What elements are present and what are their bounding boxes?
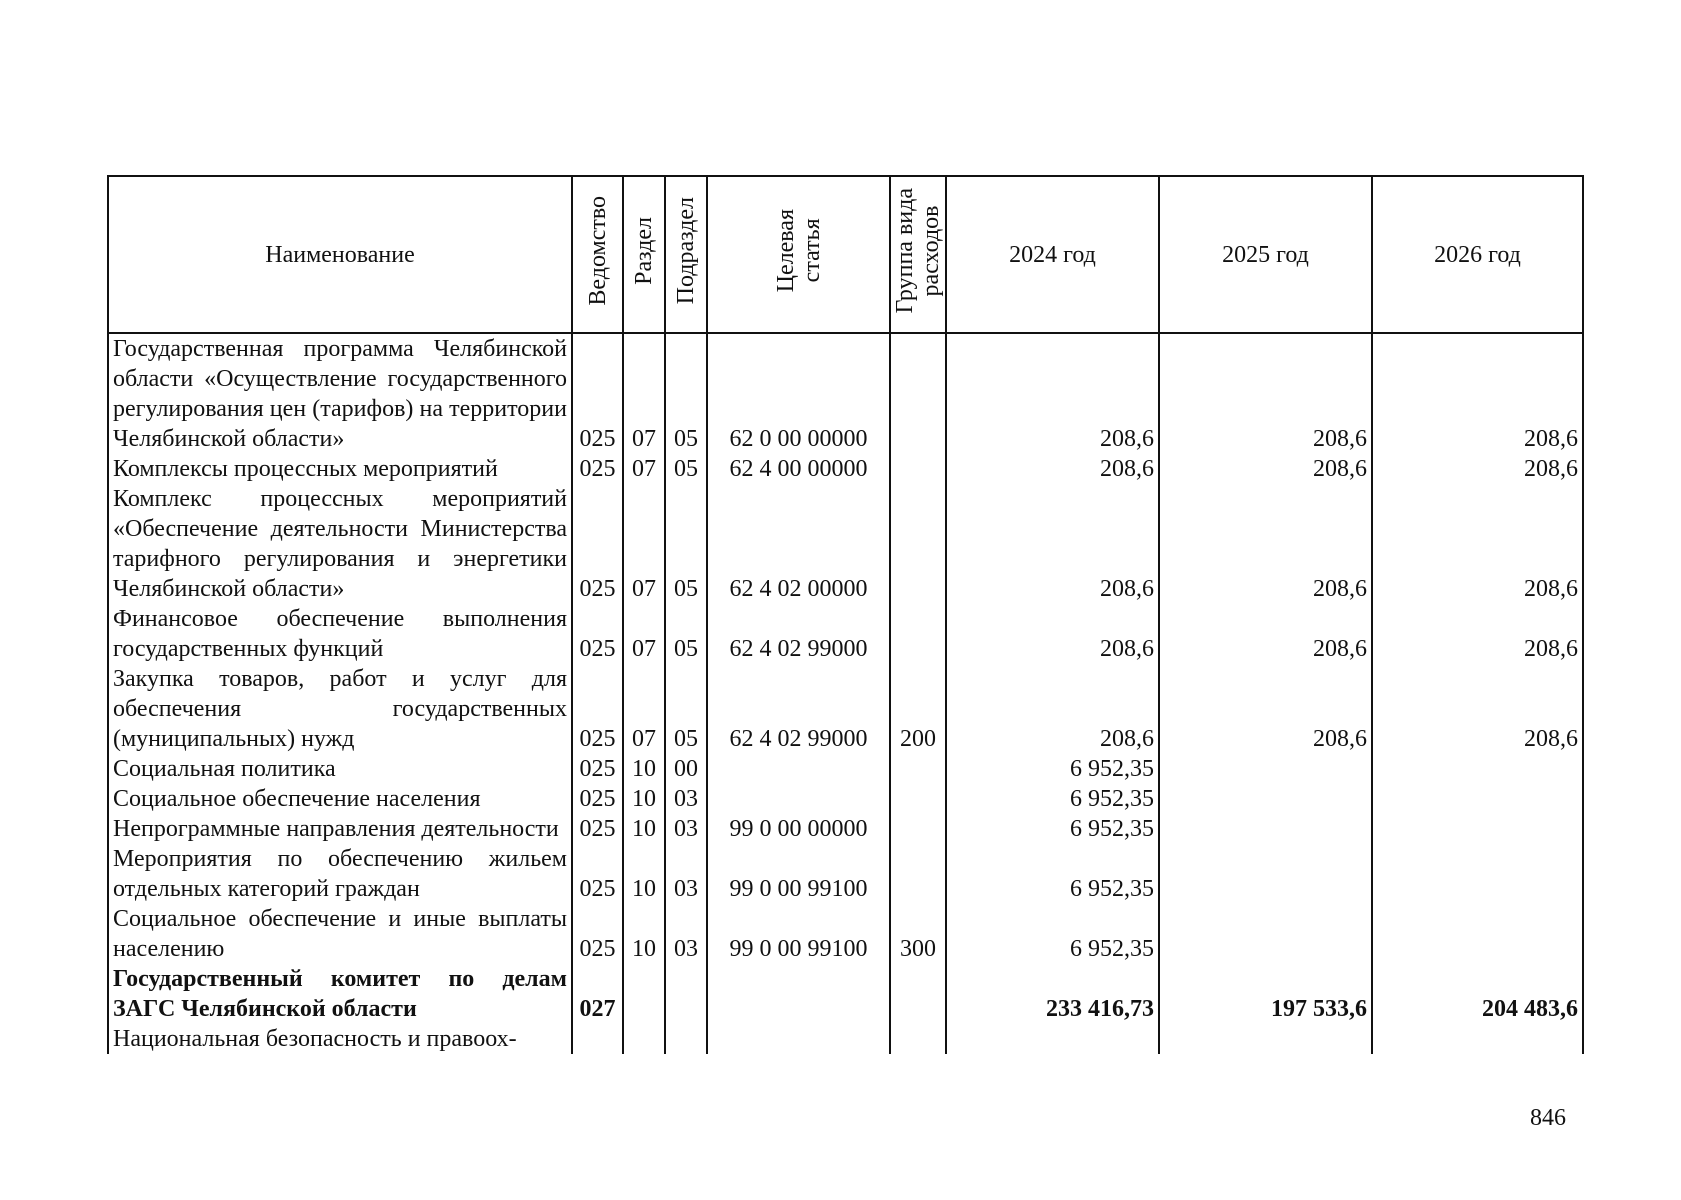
row-podrazdel: 03 bbox=[665, 844, 707, 904]
row-value-2025: 208,6 bbox=[1159, 333, 1372, 454]
row-value-2025 bbox=[1159, 904, 1372, 964]
row-gruppa-vida-rashodov bbox=[890, 604, 946, 664]
row-gruppa-vida-rashodov bbox=[890, 844, 946, 904]
table-row bbox=[108, 754, 1583, 784]
row-podrazdel: 05 bbox=[665, 664, 707, 754]
row-celevaya-statya bbox=[707, 964, 890, 1024]
row-razdel bbox=[623, 1024, 665, 1054]
row-value-2026 bbox=[1372, 814, 1583, 844]
row-celevaya-statya: 99 0 00 99100 bbox=[707, 844, 890, 904]
row-name: Комплекс процессных мероприятий «Обеспечение деятельности Министерства тарифного регулирования и энергетики Челябинской области» bbox=[108, 484, 572, 604]
row-value-2024: 208,6 bbox=[946, 454, 1159, 484]
row-name: Государственная программа Челябинской области «Осуществление государственного регулирования цен (тарифов) на территории Челябинской области» bbox=[108, 333, 572, 454]
row-podrazdel: 03 bbox=[665, 784, 707, 814]
budget-table bbox=[107, 175, 1584, 1054]
row-name: Социальное обеспечение населения bbox=[108, 784, 572, 814]
row-value-2026: 208,6 bbox=[1372, 454, 1583, 484]
row-razdel bbox=[623, 964, 665, 1024]
table-row bbox=[108, 904, 1583, 964]
table-header-row bbox=[108, 176, 1583, 333]
header-2025: 2025 год bbox=[1159, 176, 1372, 333]
row-gruppa-vida-rashodov bbox=[890, 754, 946, 784]
row-value-2026: 208,6 bbox=[1372, 484, 1583, 604]
table-row bbox=[108, 484, 1583, 604]
row-gruppa-vida-rashodov bbox=[890, 814, 946, 844]
row-celevaya-statya: 62 4 02 99000 bbox=[707, 664, 890, 754]
row-gruppa-vida-rashodov bbox=[890, 1024, 946, 1054]
row-value-2024: 208,6 bbox=[946, 664, 1159, 754]
row-name: Государственный комитет по делам ЗАГС Челябинской области bbox=[108, 964, 572, 1024]
row-razdel: 10 bbox=[623, 754, 665, 784]
row-value-2026: 208,6 bbox=[1372, 664, 1583, 754]
row-gruppa-vida-rashodov bbox=[890, 964, 946, 1024]
header-gruppa-vida-rashodov: Группа вида расходов bbox=[890, 176, 946, 333]
row-name: Комплексы процессных мероприятий bbox=[108, 454, 572, 484]
table-body bbox=[108, 333, 1583, 1054]
row-razdel: 07 bbox=[623, 454, 665, 484]
row-name: Финансовое обеспечение выполнения государственных функций bbox=[108, 604, 572, 664]
row-value-2025 bbox=[1159, 754, 1372, 784]
row-value-2024: 233 416,73 bbox=[946, 964, 1159, 1024]
table-row bbox=[108, 844, 1583, 904]
row-podrazdel bbox=[665, 964, 707, 1024]
row-vedomstvo: 025 bbox=[572, 454, 623, 484]
table-row bbox=[108, 814, 1583, 844]
row-vedomstvo: 027 bbox=[572, 964, 623, 1024]
row-podrazdel: 05 bbox=[665, 454, 707, 484]
row-razdel: 07 bbox=[623, 664, 665, 754]
row-podrazdel: 05 bbox=[665, 604, 707, 664]
row-podrazdel: 05 bbox=[665, 484, 707, 604]
row-value-2024: 208,6 bbox=[946, 484, 1159, 604]
table-row bbox=[108, 454, 1583, 484]
row-name: Закупка товаров, работ и услуг для обеспечения государственных (муниципальных) нужд bbox=[108, 664, 572, 754]
row-name: Мероприятия по обеспечению жильем отдельных категорий граждан bbox=[108, 844, 572, 904]
header-razdel: Раздел bbox=[623, 176, 665, 333]
row-vedomstvo: 025 bbox=[572, 333, 623, 454]
row-vedomstvo: 025 bbox=[572, 784, 623, 814]
row-value-2025 bbox=[1159, 844, 1372, 904]
row-podrazdel: 03 bbox=[665, 814, 707, 844]
row-value-2025 bbox=[1159, 814, 1372, 844]
table-row bbox=[108, 784, 1583, 814]
row-vedomstvo bbox=[572, 1024, 623, 1054]
row-value-2026: 204 483,6 bbox=[1372, 964, 1583, 1024]
row-value-2024: 6 952,35 bbox=[946, 904, 1159, 964]
row-value-2024 bbox=[946, 1024, 1159, 1054]
row-gruppa-vida-rashodov: 200 bbox=[890, 664, 946, 754]
row-gruppa-vida-rashodov bbox=[890, 333, 946, 454]
row-vedomstvo: 025 bbox=[572, 604, 623, 664]
row-value-2025 bbox=[1159, 1024, 1372, 1054]
row-value-2026 bbox=[1372, 844, 1583, 904]
row-value-2024: 208,6 bbox=[946, 333, 1159, 454]
row-razdel: 10 bbox=[623, 904, 665, 964]
row-value-2025: 208,6 bbox=[1159, 484, 1372, 604]
row-celevaya-statya: 62 0 00 00000 bbox=[707, 333, 890, 454]
row-celevaya-statya: 62 4 00 00000 bbox=[707, 454, 890, 484]
row-celevaya-statya: 62 4 02 00000 bbox=[707, 484, 890, 604]
row-celevaya-statya bbox=[707, 1024, 890, 1054]
row-razdel: 10 bbox=[623, 844, 665, 904]
header-2024: 2024 год bbox=[946, 176, 1159, 333]
table-row bbox=[108, 664, 1583, 754]
row-gruppa-vida-rashodov: 300 bbox=[890, 904, 946, 964]
row-value-2024: 6 952,35 bbox=[946, 784, 1159, 814]
row-name: Национальная безопасность и правоох- bbox=[108, 1024, 572, 1054]
row-celevaya-statya: 62 4 02 99000 bbox=[707, 604, 890, 664]
row-value-2026: 208,6 bbox=[1372, 604, 1583, 664]
row-value-2026 bbox=[1372, 754, 1583, 784]
row-vedomstvo: 025 bbox=[572, 484, 623, 604]
row-podrazdel bbox=[665, 1024, 707, 1054]
row-value-2026 bbox=[1372, 784, 1583, 814]
header-celevaya-statya: Целевая статья bbox=[707, 176, 890, 333]
row-value-2024: 208,6 bbox=[946, 604, 1159, 664]
row-value-2025: 208,6 bbox=[1159, 664, 1372, 754]
row-value-2025 bbox=[1159, 784, 1372, 814]
row-podrazdel: 03 bbox=[665, 904, 707, 964]
row-razdel: 10 bbox=[623, 784, 665, 814]
page-number: 846 bbox=[1530, 1105, 1566, 1131]
row-name: Непрограммные направления деятельности bbox=[108, 814, 572, 844]
table-row bbox=[108, 1024, 1583, 1054]
row-value-2025: 197 533,6 bbox=[1159, 964, 1372, 1024]
header-vedomstvo: Ведомство bbox=[572, 176, 623, 333]
row-vedomstvo: 025 bbox=[572, 844, 623, 904]
row-value-2026 bbox=[1372, 1024, 1583, 1054]
row-gruppa-vida-rashodov bbox=[890, 484, 946, 604]
row-celevaya-statya bbox=[707, 784, 890, 814]
row-razdel: 07 bbox=[623, 484, 665, 604]
row-gruppa-vida-rashodov bbox=[890, 454, 946, 484]
row-vedomstvo: 025 bbox=[572, 664, 623, 754]
row-name: Социальная политика bbox=[108, 754, 572, 784]
row-celevaya-statya bbox=[707, 754, 890, 784]
row-celevaya-statya: 99 0 00 99100 bbox=[707, 904, 890, 964]
row-name: Социальное обеспечение и иные выплаты населению bbox=[108, 904, 572, 964]
row-vedomstvo: 025 bbox=[572, 814, 623, 844]
row-vedomstvo: 025 bbox=[572, 904, 623, 964]
row-gruppa-vida-rashodov bbox=[890, 784, 946, 814]
row-value-2025: 208,6 bbox=[1159, 604, 1372, 664]
row-celevaya-statya: 99 0 00 00000 bbox=[707, 814, 890, 844]
table-row bbox=[108, 604, 1583, 664]
row-podrazdel: 05 bbox=[665, 333, 707, 454]
row-vedomstvo: 025 bbox=[572, 754, 623, 784]
row-value-2024: 6 952,35 bbox=[946, 844, 1159, 904]
header-name: Наименование bbox=[108, 176, 572, 333]
table-row bbox=[108, 964, 1583, 1024]
header-podrazdel: Подраздел bbox=[665, 176, 707, 333]
header-2026: 2026 год bbox=[1372, 176, 1583, 333]
row-razdel: 07 bbox=[623, 604, 665, 664]
table-row bbox=[108, 333, 1583, 454]
row-podrazdel: 00 bbox=[665, 754, 707, 784]
row-value-2026: 208,6 bbox=[1372, 333, 1583, 454]
row-razdel: 07 bbox=[623, 333, 665, 454]
row-value-2025: 208,6 bbox=[1159, 454, 1372, 484]
row-value-2024: 6 952,35 bbox=[946, 754, 1159, 784]
row-razdel: 10 bbox=[623, 814, 665, 844]
row-value-2026 bbox=[1372, 904, 1583, 964]
row-value-2024: 6 952,35 bbox=[946, 814, 1159, 844]
